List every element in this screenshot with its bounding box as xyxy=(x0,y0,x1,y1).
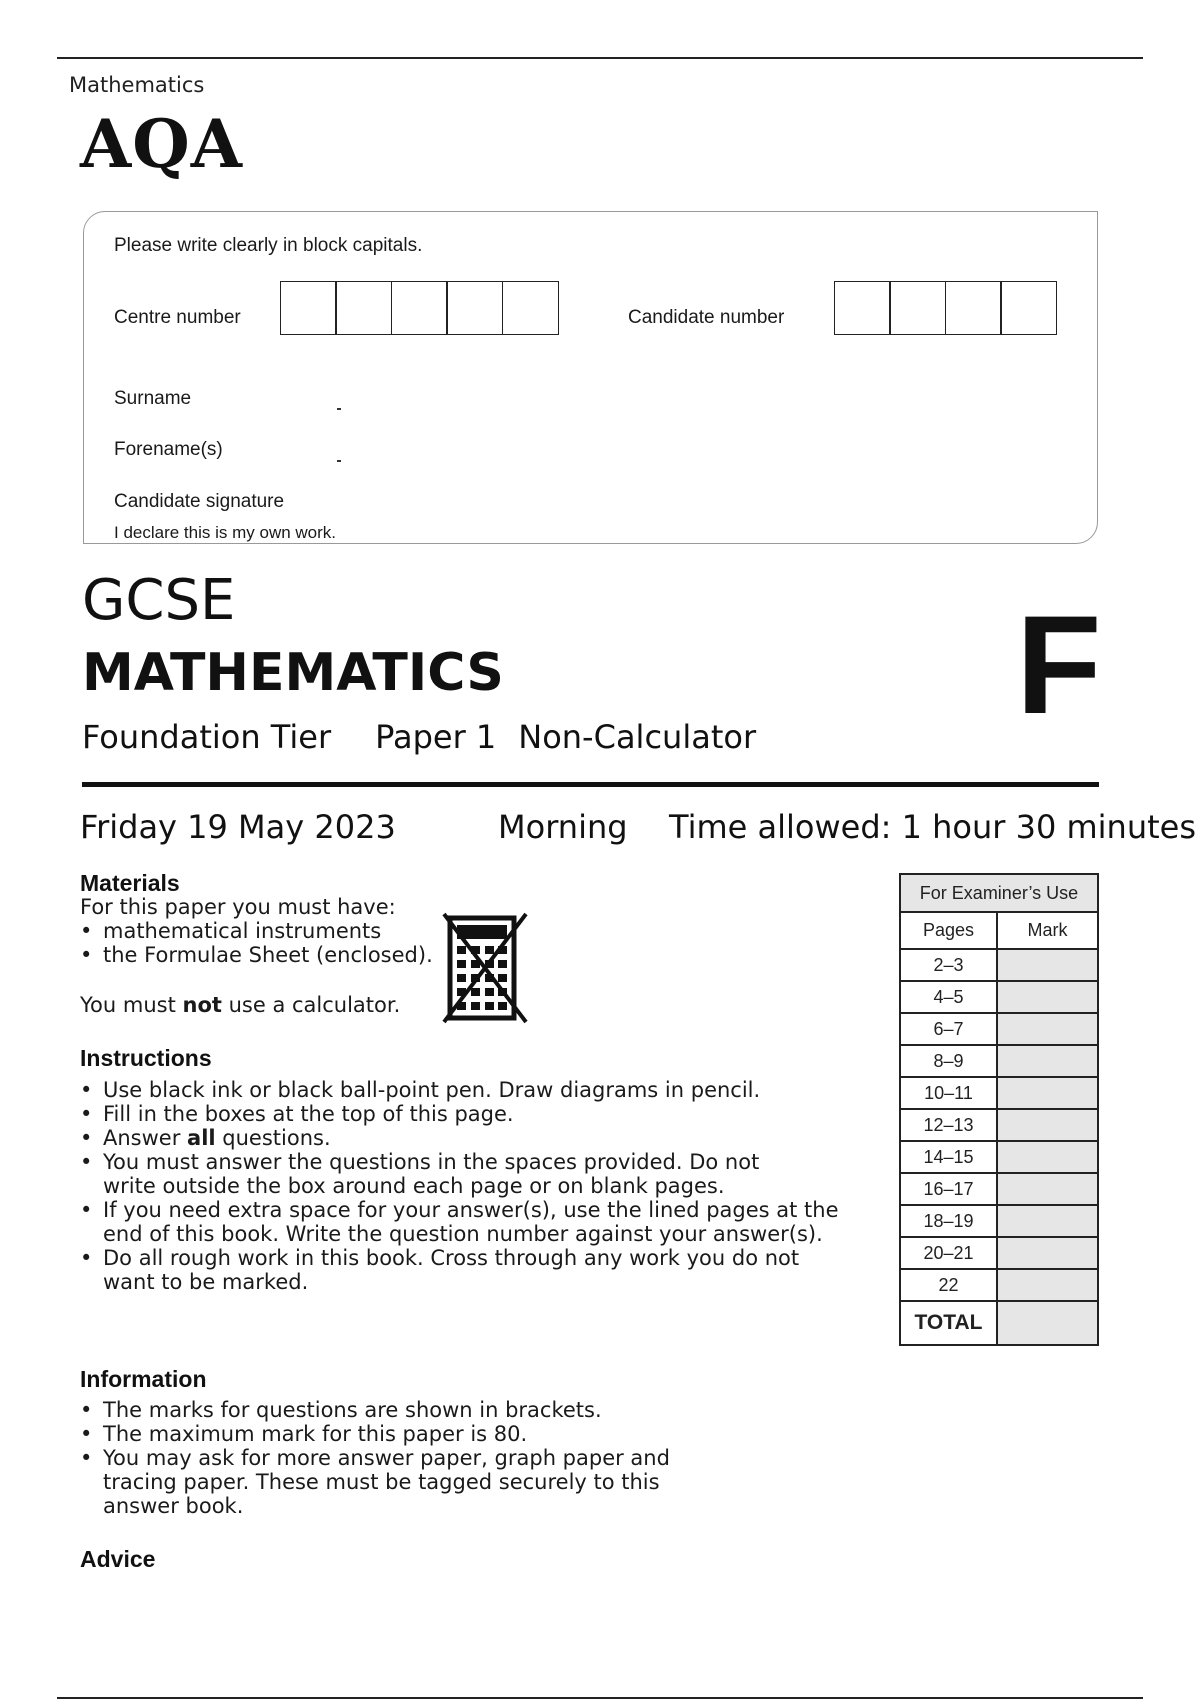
table-row: 10–11 xyxy=(900,1077,1098,1109)
forenames-field[interactable] xyxy=(337,460,341,462)
list-item: • The maximum mark for this paper is 80. xyxy=(80,1422,740,1446)
paper-description xyxy=(82,718,756,756)
list-item: • You must answer the questions in the spaces provided. Do not write outside the box around each page or on blank pages. xyxy=(80,1150,783,1198)
surname-field[interactable] xyxy=(337,408,341,410)
mark-column-header: Mark xyxy=(997,912,1098,949)
exam-session: Morning xyxy=(498,808,628,846)
table-row: 6–7 xyxy=(900,1013,1098,1045)
declaration-text: I declare this is my own work. xyxy=(114,523,337,542)
block-capitals-instruction: Please write clearly in block capitals. xyxy=(114,235,423,256)
candidate-number-label: Candidate number xyxy=(628,307,785,328)
total-row xyxy=(900,1301,1098,1345)
materials-heading: Materials xyxy=(80,870,180,896)
aqa-logo: AQA xyxy=(80,105,243,183)
total-mark-cell xyxy=(997,1301,1098,1345)
centre-number-box[interactable] xyxy=(446,281,503,335)
information-list xyxy=(80,1398,740,1518)
list-item: • If you need extra space for your answer(s), use the lined pages at the end of this book. Write the question number against your answer(s). xyxy=(80,1198,873,1246)
table-row: 14–15 xyxy=(900,1141,1098,1173)
paper-number: Paper 1 xyxy=(375,718,497,756)
title-rule xyxy=(82,782,1099,787)
centre-number-box[interactable] xyxy=(280,281,337,335)
centre-number-box[interactable] xyxy=(335,281,392,335)
examiner-table-title: For Examiner’s Use xyxy=(900,874,1098,912)
no-calculator-icon xyxy=(442,912,530,1026)
table-row: 16–17 xyxy=(900,1173,1098,1205)
list-item: • Fill in the boxes at the top of this page. xyxy=(80,1102,850,1126)
list-item: • the Formulae Sheet (enclosed). xyxy=(80,943,500,967)
instructions-section xyxy=(80,1078,850,1294)
materials-list xyxy=(80,919,500,967)
materials-section xyxy=(80,895,500,967)
list-item: • Answer all questions. xyxy=(80,1126,850,1150)
mark-cell xyxy=(997,1077,1098,1109)
tier-name: Foundation Tier xyxy=(82,718,332,756)
time-allowed: Time allowed: 1 hour 30 minutes xyxy=(669,808,1196,846)
table-row: 8–9 xyxy=(900,1045,1098,1077)
table-row: 12–13 xyxy=(900,1109,1098,1141)
mark-cell xyxy=(997,1173,1098,1205)
centre-number-box[interactable] xyxy=(502,281,559,335)
list-item: • The marks for questions are shown in brackets. xyxy=(80,1398,740,1422)
paper-type: Non-Calculator xyxy=(518,718,757,756)
table-row: 18–19 xyxy=(900,1205,1098,1237)
instructions-heading: Instructions xyxy=(80,1045,212,1071)
list-item: • mathematical instruments xyxy=(80,919,500,943)
candidate-number-box[interactable] xyxy=(834,281,891,335)
candidate-number-box[interactable] xyxy=(889,281,946,335)
mark-cell xyxy=(997,1269,1098,1301)
tier-letter: F xyxy=(1016,586,1102,743)
surname-label: Surname xyxy=(114,388,192,409)
signature-label: Candidate signature xyxy=(114,491,285,512)
mark-cell xyxy=(997,1013,1098,1045)
examiner-use-table xyxy=(899,873,1099,1346)
candidate-number-box[interactable] xyxy=(945,281,1002,335)
table-row: 2–3 xyxy=(900,949,1098,981)
top-rule xyxy=(57,57,1143,59)
qualification-title: GCSE xyxy=(82,568,236,633)
materials-intro: For this paper you must have: xyxy=(80,895,396,919)
pages-column-header: Pages xyxy=(900,912,997,949)
mark-cell xyxy=(997,949,1098,981)
advice-heading: Advice xyxy=(80,1546,156,1572)
table-row: 22 xyxy=(900,1269,1098,1301)
mark-cell xyxy=(997,1205,1098,1237)
running-title: Mathematics xyxy=(69,73,205,97)
total-label: TOTAL xyxy=(900,1301,997,1345)
mark-cell xyxy=(997,1141,1098,1173)
mark-cell xyxy=(997,1237,1098,1269)
bottom-rule xyxy=(57,1697,1143,1699)
centre-number-boxes xyxy=(281,281,559,335)
calculator-rule: You must not use a calculator. xyxy=(80,993,401,1017)
list-item: • Use black ink or black ball-point pen. Draw diagrams in pencil. xyxy=(80,1078,850,1102)
centre-number-label: Centre number xyxy=(114,307,241,328)
mark-cell xyxy=(997,1109,1098,1141)
candidate-number-boxes xyxy=(835,281,1057,335)
subject-title: MATHEMATICS xyxy=(82,643,504,703)
list-item: • Do all rough work in this book. Cross through any work you do not want to be marked. xyxy=(80,1246,833,1294)
centre-number-box[interactable] xyxy=(391,281,448,335)
forenames-label: Forename(s) xyxy=(114,439,223,460)
information-heading: Information xyxy=(80,1366,207,1392)
candidate-number-box[interactable] xyxy=(1000,281,1057,335)
table-row: 4–5 xyxy=(900,981,1098,1013)
table-row: 20–21 xyxy=(900,1237,1098,1269)
instructions-list xyxy=(80,1078,850,1294)
list-item: • You may ask for more answer paper, graph paper and tracing paper. These must be tagged securely to this answer book. xyxy=(80,1446,723,1518)
mark-cell xyxy=(997,981,1098,1013)
mark-cell xyxy=(997,1045,1098,1077)
information-section xyxy=(80,1398,740,1518)
exam-date: Friday 19 May 2023 xyxy=(80,808,396,846)
